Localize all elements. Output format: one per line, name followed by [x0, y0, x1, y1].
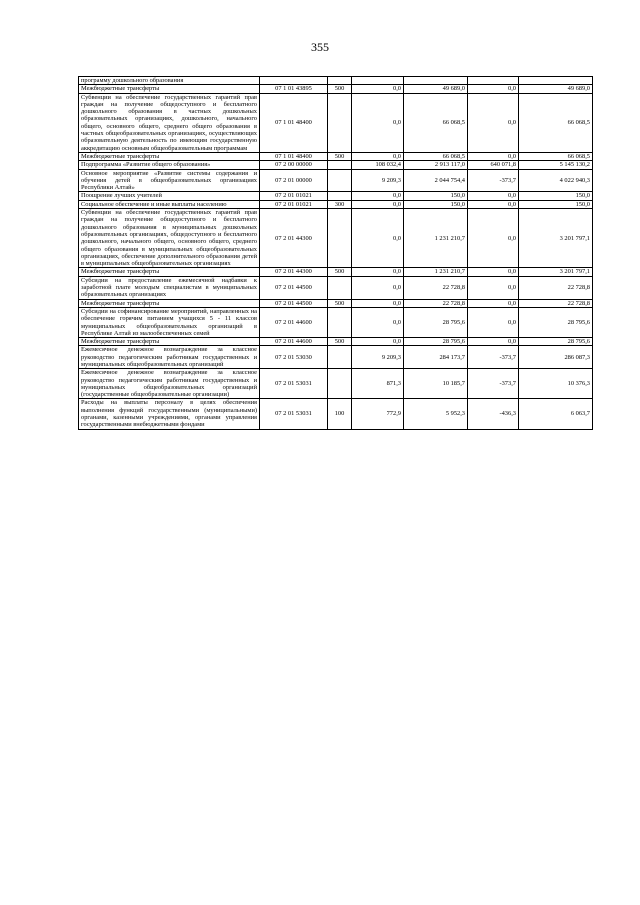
cell-amount-1: 0,0: [352, 276, 404, 299]
cell-expense-type: 500: [328, 338, 352, 346]
table-row: [79, 346, 593, 369]
cell-amount-1: 0,0: [352, 93, 404, 152]
cell-amount-4: 49 689,0: [519, 85, 593, 93]
cell-amount-3: -373,7: [468, 369, 519, 399]
cell-amount-1: 108 032,4: [352, 161, 404, 169]
cell-amount-3: 0,0: [468, 268, 519, 276]
cell-expense-type: 300: [328, 200, 352, 208]
cell-name: Субвенции на обеспечение государственных гарантий прав граждан на получение общедоступного и бесплатного дошкольного образования в частных дошкольных образовательных организациях, дошкольного, начального общего, основного общего, среднего общего образования в частных общеобразовательных организациях, осуществляющих образовательную деятельность по имеющим государственную аккредитацию основным общеобразовательным программам: [79, 93, 260, 152]
cell-amount-3: 0,0: [468, 93, 519, 152]
cell-expense-type: 500: [328, 299, 352, 307]
table-row: [79, 200, 593, 208]
cell-expense-type: [328, 307, 352, 337]
table-row: [79, 192, 593, 200]
cell-amount-3: -436,3: [468, 399, 519, 429]
cell-name: Расходы на выплаты персоналу в целях обеспечения выполнения функций государственными (муниципальными) органами, казенными учреждениями, органами управления государственными внебюджетными фондами: [79, 399, 260, 429]
page-number: 355: [311, 40, 329, 54]
cell-target-code: 07 2 01 01021: [260, 200, 328, 208]
cell-amount-1: 0,0: [352, 209, 404, 268]
cell-amount-1: 0,0: [352, 192, 404, 200]
cell-name: Межбюджетные трансферты: [79, 299, 260, 307]
table-row: [79, 85, 593, 93]
cell-amount-4: 4 022 940,3: [519, 169, 593, 192]
cell-target-code: [260, 77, 328, 85]
cell-name: Поощрение лучших учителей: [79, 192, 260, 200]
table-row: [79, 299, 593, 307]
cell-name: Основное мероприятие «Развитие системы содержания и обучения детей в общеобразовательных организациях Республики Алтай»: [79, 169, 260, 192]
cell-amount-4: 150,0: [519, 192, 593, 200]
cell-amount-1: 871,3: [352, 369, 404, 399]
cell-name: Межбюджетные трансферты: [79, 268, 260, 276]
cell-amount-2: 66 068,5: [404, 93, 468, 152]
cell-expense-type: 500: [328, 152, 352, 160]
cell-expense-type: [328, 369, 352, 399]
cell-amount-1: 0,0: [352, 152, 404, 160]
cell-expense-type: [328, 209, 352, 268]
table-row: [79, 268, 593, 276]
cell-amount-3: 0,0: [468, 85, 519, 93]
cell-target-code: 07 2 00 00000: [260, 161, 328, 169]
cell-target-code: 07 2 01 44600: [260, 338, 328, 346]
cell-amount-3: 0,0: [468, 200, 519, 208]
cell-amount-2: 1 231 210,7: [404, 209, 468, 268]
cell-expense-type: [328, 192, 352, 200]
cell-amount-4: 5 145 130,2: [519, 161, 593, 169]
cell-amount-2: 49 689,0: [404, 85, 468, 93]
cell-target-code: 07 2 01 00000: [260, 169, 328, 192]
cell-name: Субсидии на предоставление ежемесячной надбавки к заработной плате молодым специалистам в муниципальных образовательных организациях: [79, 276, 260, 299]
cell-name: Межбюджетные трансферты: [79, 85, 260, 93]
cell-name: Социальное обеспечение и иные выплаты населению: [79, 200, 260, 208]
cell-expense-type: [328, 93, 352, 152]
cell-amount-1: 9 209,3: [352, 346, 404, 369]
cell-target-code: 07 1 01 48400: [260, 152, 328, 160]
table-row: [79, 152, 593, 160]
cell-amount-3: 0,0: [468, 307, 519, 337]
cell-amount-3: [468, 77, 519, 85]
cell-target-code: 07 1 01 43895: [260, 85, 328, 93]
cell-amount-3: -373,7: [468, 169, 519, 192]
cell-expense-type: [328, 77, 352, 85]
budget-table-body: [79, 77, 593, 430]
cell-target-code: 07 2 01 44300: [260, 268, 328, 276]
cell-amount-2: 150,0: [404, 192, 468, 200]
cell-target-code: 07 2 01 44500: [260, 299, 328, 307]
cell-target-code: 07 1 01 48400: [260, 93, 328, 152]
cell-amount-4: 3 201 797,1: [519, 268, 593, 276]
cell-amount-4: 28 795,6: [519, 338, 593, 346]
cell-amount-3: 0,0: [468, 209, 519, 268]
cell-amount-4: 66 068,5: [519, 93, 593, 152]
cell-amount-4: 10 376,3: [519, 369, 593, 399]
cell-amount-2: 150,0: [404, 200, 468, 208]
cell-target-code: 07 2 01 53031: [260, 369, 328, 399]
cell-amount-3: 0,0: [468, 338, 519, 346]
cell-name: Субвенции на обеспечение государственных гарантий прав граждан на получение общедоступного и бесплатного дошкольного образования в муниципальных дошкольных образовательных организациях, общедоступного и бесплатного дошкольного, начального общего, основного общего, среднего общего образования в муниципальных общеобразовательных организациях, обеспечение дополнительного образования детей в муниципальных общеобразовательных организациях: [79, 209, 260, 268]
table-row: [79, 161, 593, 169]
cell-amount-2: 2 913 117,0: [404, 161, 468, 169]
cell-amount-1: 0,0: [352, 200, 404, 208]
cell-amount-1: 0,0: [352, 268, 404, 276]
cell-amount-2: 284 173,7: [404, 346, 468, 369]
cell-amount-2: 10 185,7: [404, 369, 468, 399]
cell-expense-type: 100: [328, 399, 352, 429]
cell-target-code: 07 2 01 44300: [260, 209, 328, 268]
cell-name: Межбюджетные трансферты: [79, 338, 260, 346]
cell-amount-1: 0,0: [352, 307, 404, 337]
cell-name: Ежемесячное денежное вознаграждение за классное руководство педагогическим работникам государственных и муниципальных общеобразовательных организаций: [79, 346, 260, 369]
table-row: [79, 93, 593, 152]
cell-name: Межбюджетные трансферты: [79, 152, 260, 160]
cell-amount-3: -373,7: [468, 346, 519, 369]
table-row: [79, 307, 593, 337]
cell-amount-1: 0,0: [352, 85, 404, 93]
cell-amount-4: 6 063,7: [519, 399, 593, 429]
cell-amount-1: 772,9: [352, 399, 404, 429]
cell-amount-1: 0,0: [352, 338, 404, 346]
cell-amount-1: 0,0: [352, 299, 404, 307]
cell-amount-2: 1 231 210,7: [404, 268, 468, 276]
cell-amount-2: 66 068,5: [404, 152, 468, 160]
budget-table: [78, 76, 593, 430]
cell-amount-2: 22 728,8: [404, 299, 468, 307]
cell-amount-4: 22 728,8: [519, 276, 593, 299]
cell-expense-type: [328, 161, 352, 169]
cell-amount-4: 28 795,6: [519, 307, 593, 337]
cell-amount-3: 0,0: [468, 152, 519, 160]
cell-amount-1: [352, 77, 404, 85]
table-row: [79, 77, 593, 85]
cell-amount-2: 5 952,3: [404, 399, 468, 429]
cell-expense-type: [328, 346, 352, 369]
cell-name: программу дошкольного образования: [79, 77, 260, 85]
cell-target-code: 07 2 01 01021: [260, 192, 328, 200]
cell-amount-2: 28 795,6: [404, 307, 468, 337]
cell-target-code: 07 2 01 44500: [260, 276, 328, 299]
cell-expense-type: [328, 276, 352, 299]
table-row: [79, 169, 593, 192]
cell-expense-type: 500: [328, 268, 352, 276]
cell-amount-2: 22 728,8: [404, 276, 468, 299]
cell-name: Подпрограмма «Развитие общего образования»: [79, 161, 260, 169]
cell-amount-2: [404, 77, 468, 85]
cell-amount-4: 22 728,8: [519, 299, 593, 307]
cell-amount-4: 66 068,5: [519, 152, 593, 160]
cell-target-code: 07 2 01 53030: [260, 346, 328, 369]
cell-expense-type: [328, 169, 352, 192]
cell-amount-4: [519, 77, 593, 85]
table-row: [79, 399, 593, 429]
cell-amount-3: 0,0: [468, 299, 519, 307]
cell-target-code: 07 2 01 44600: [260, 307, 328, 337]
cell-name: Субсидии на софинансирование мероприятий, направленных на обеспечение горячим питанием учащихся 5 - 11 классов муниципальных общеобразовательных организаций в Республике Алтай из малообеспеченных семей: [79, 307, 260, 337]
cell-amount-4: 286 087,3: [519, 346, 593, 369]
table-row: [79, 209, 593, 268]
cell-amount-2: 2 044 754,4: [404, 169, 468, 192]
cell-amount-2: 28 795,6: [404, 338, 468, 346]
table-row: [79, 338, 593, 346]
cell-amount-1: 9 209,3: [352, 169, 404, 192]
cell-target-code: 07 2 01 53031: [260, 399, 328, 429]
table-row: [79, 276, 593, 299]
cell-amount-3: 640 071,8: [468, 161, 519, 169]
cell-amount-3: 0,0: [468, 276, 519, 299]
cell-amount-3: 0,0: [468, 192, 519, 200]
cell-name: Ежемесячное денежное вознаграждение за классное руководство педагогическим работникам государственных и муниципальных общеобразовательных организаций (государственные общеобразовательные организации): [79, 369, 260, 399]
cell-expense-type: 500: [328, 85, 352, 93]
cell-amount-4: 150,0: [519, 200, 593, 208]
table-row: [79, 369, 593, 399]
cell-amount-4: 3 201 797,1: [519, 209, 593, 268]
